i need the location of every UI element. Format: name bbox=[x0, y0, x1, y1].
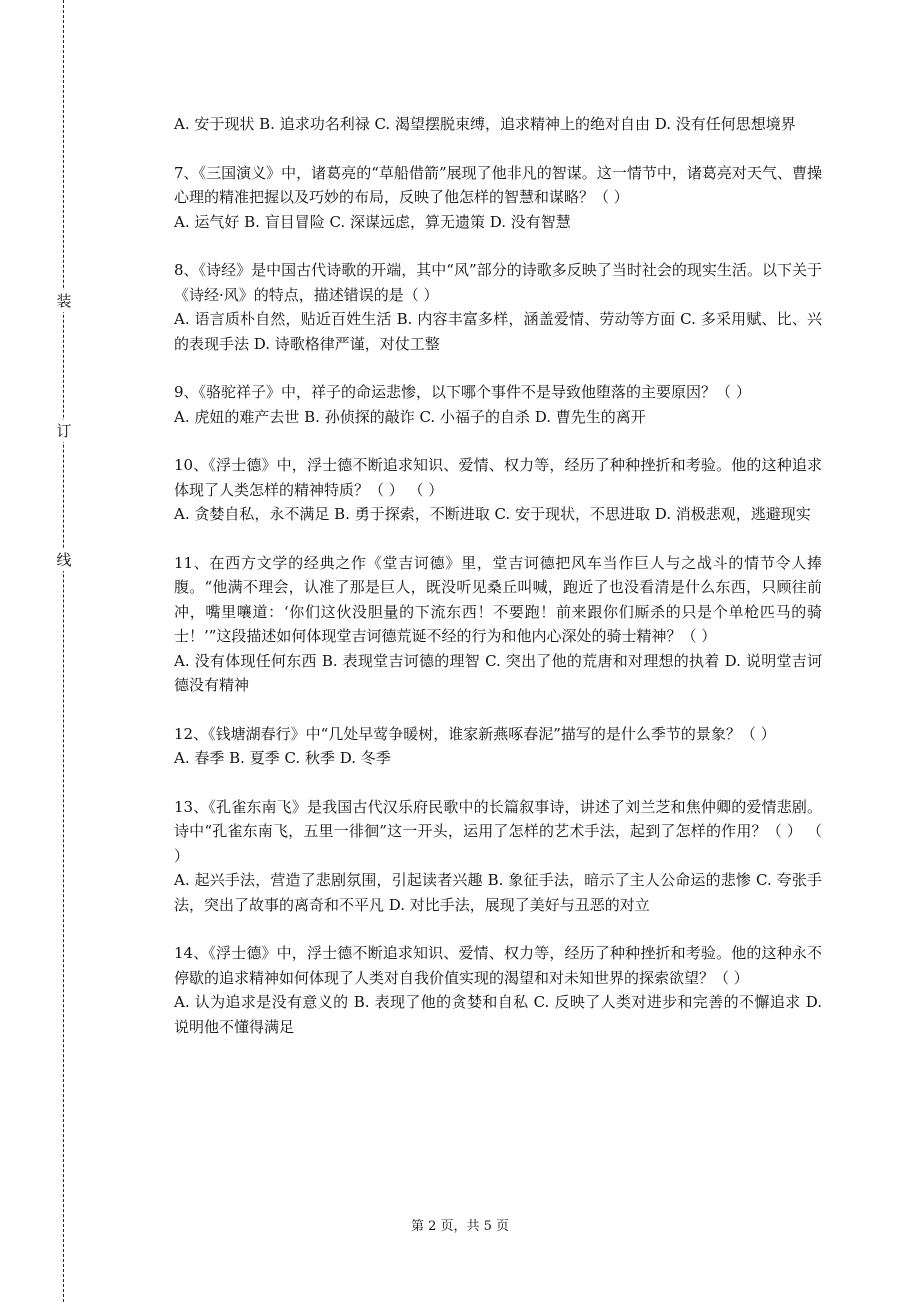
question-stem: 10、《浮士德》中，浮士德不断追求知识、爱情、权力等，经历了种种挫折和考验。他的这种追求体现了人类怎样的精神特质？（ ） （ ） bbox=[174, 456, 822, 499]
binding-char-zhuang: 装 bbox=[56, 292, 72, 310]
question-stem: 9、《骆驼祥子》中，祥子的命运悲惨，以下哪个事件不是导致他堕落的主要原因？（ ） bbox=[174, 383, 751, 401]
question-options: A. 安于现状 B. 追求功名利禄 C. 渴望摆脱束缚，追求精神上的绝对自由 D. 没有任何思想境界 bbox=[174, 115, 796, 133]
question-10 bbox=[174, 453, 822, 527]
binding-dashed-line bbox=[63, 0, 64, 1302]
binding-char-ding: 订 bbox=[56, 422, 72, 440]
question-7 bbox=[174, 161, 822, 235]
question-9 bbox=[174, 380, 822, 429]
binding-char-xian: 线 bbox=[56, 551, 72, 569]
question-stem: 11、在西方文学的经典之作《堂吉诃德》里，堂吉诃德把风车当作巨人与之战斗的情节令人捧腹。“他满不理会，认准了那是巨人，既没听见桑丘叫喊，跑近了也没看清是什么东西，只顾往前冲，嘴里嚷道：‘你们这伙没胆量的下流东西！不要跑！前来跟你们厮杀的只是个单枪匹马的骑士！’”这段描述如何体现堂吉诃德荒诞不经的行为和他内心深处的骑士精神？（ ） bbox=[174, 553, 822, 645]
question-options: A. 虎妞的难产去世 B. 孙侦探的敲诈 C. 小福子的自杀 D. 曹先生的离开 bbox=[174, 407, 646, 426]
question-stem: 14、《浮士德》中，浮士德不断追求知识、爱情、权力等，经历了种种挫折和考验。他的这种永不停歇的追求精神如何体现了人类对自我价值实现的渴望和对未知世界的探索欲望？（ ） bbox=[174, 944, 822, 987]
question-options: A. 春季 B. 夏季 C. 秋季 D. 冬季 bbox=[174, 749, 391, 767]
question-11 bbox=[174, 551, 822, 698]
question-options: A. 运气好 B. 盲目冒险 C. 深谋远虑，算无遗策 D. 没有智慧 bbox=[174, 212, 571, 231]
question-13 bbox=[174, 795, 822, 918]
question-14 bbox=[174, 941, 822, 1039]
question-stem: 13、《孔雀东南飞》是我国古代汉乐府民歌中的长篇叙事诗，讲述了刘兰芝和焦仲卿的爱情悲剧。诗中“孔雀东南飞，五里一徘徊”这一开头，运用了怎样的艺术手法，起到了怎样的作用？（ ） （ ） bbox=[174, 797, 822, 865]
question-6-options-block bbox=[174, 112, 822, 137]
question-options: A. 贪婪自私，永不满足 B. 勇于探索，不断进取 C. 安于现状，不思进取 D. 消极悲观，逃避现实 bbox=[174, 505, 811, 523]
question-stem: 12、《钱塘湖春行》中“几处早莺争暖树，谁家新燕啄春泥”描写的是什么季节的景象？（ ） bbox=[174, 724, 776, 743]
question-list bbox=[174, 112, 822, 1063]
question-stem: 7、《三国演义》中，诸葛亮的“草船借箭”展现了他非凡的智谋。这一情节中，诸葛亮对天气、曹操心理的精准把握以及巧妙的布局，反映了他怎样的智慧和谋略？（ ） bbox=[174, 163, 822, 206]
question-options: A. 起兴手法，营造了悲剧氛围，引起读者兴趣 B. 象征手法，暗示了主人公命运的悲惨 C. 夸张手法，突出了故事的离奇和不平凡 D. 对比手法，展现了美好与丑恶的对立 bbox=[174, 871, 822, 914]
question-options: A. 语言质朴自然，贴近百姓生活 B. 内容丰富多样，涵盖爱情、劳动等方面 C. 多采用赋、比、兴的表现手法 D. 诗歌格律严谨，对仗工整 bbox=[174, 310, 822, 353]
question-options: A. 认为追求是没有意义的 B. 表现了他的贪婪和自私 C. 反映了人类对进步和完善的不懈追求 D. 说明他不懂得满足 bbox=[174, 993, 822, 1036]
question-options: A. 没有体现任何东西 B. 表现堂吉诃德的理智 C. 突出了他的荒唐和对理想的执着 D. 说明堂吉诃德没有精神 bbox=[174, 651, 822, 694]
question-stem: 8、《诗经》是中国古代诗歌的开端，其中“风”部分的诗歌多反映了当时社会的现实生活。以下关于《诗经·风》的特点，描述错误的是（ ） bbox=[174, 261, 822, 304]
question-12 bbox=[174, 722, 822, 771]
question-8 bbox=[174, 258, 822, 356]
page-number: 第 2 页，共 5 页 bbox=[410, 1219, 510, 1234]
